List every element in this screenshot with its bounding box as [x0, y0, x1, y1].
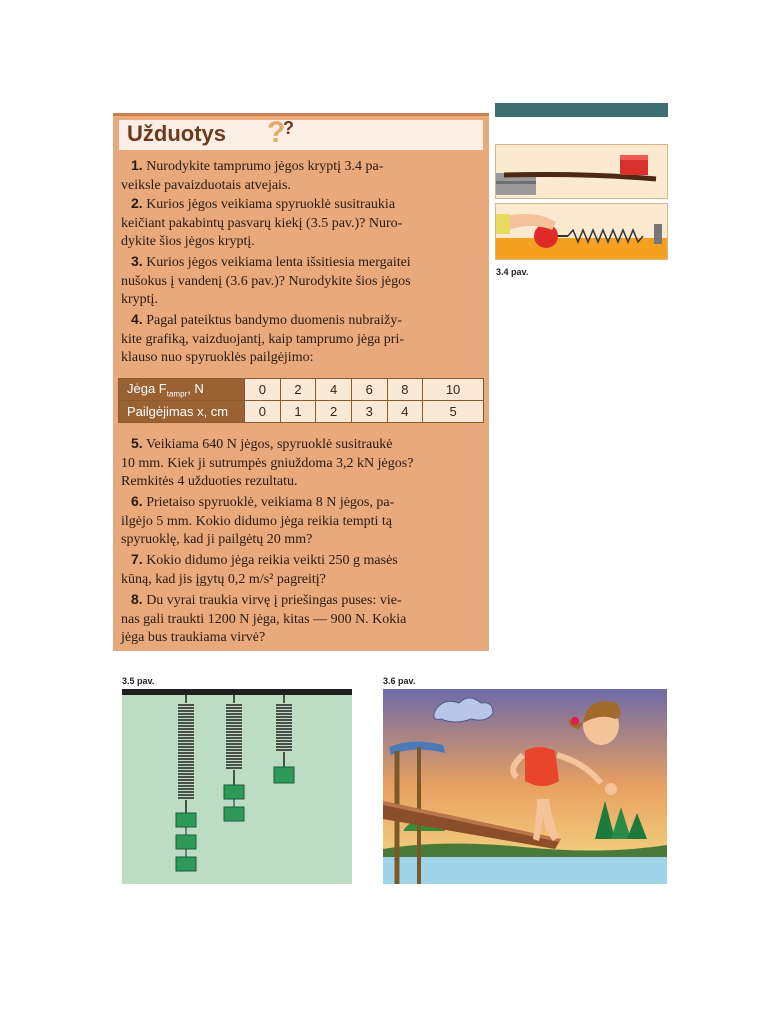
task-3 [121, 252, 483, 310]
task-text: nušokus į vandenį (3.6 pav.)? Nurodykite šios jėgos [121, 273, 411, 289]
force-unit: , N [187, 380, 204, 396]
data-table [118, 378, 484, 423]
task-text: 10 mm. Kiek ji sutrumpės gniuždoma 3,2 kN jėgos? [121, 455, 414, 471]
task-number: 5. [131, 435, 143, 451]
task-text: Pagal pateiktus bandymo duomenis nubraižy- [146, 313, 403, 328]
task-8 [121, 590, 483, 648]
task-number: 8. [131, 591, 143, 607]
task-7 [121, 550, 483, 589]
question-mark-icon: ? [267, 116, 286, 149]
table-cell: 4 [387, 401, 423, 423]
task-text: Remkitės 4 užduoties rezultatu. [121, 474, 298, 490]
tasks-title: Užduotys [127, 121, 226, 146]
table-cell: 5 [423, 401, 484, 423]
diving-board-girl-icon [383, 689, 667, 884]
springs-weights-icon [122, 689, 352, 884]
spring-hand-icon [496, 204, 667, 259]
table-cell: 6 [351, 379, 387, 401]
task-text: Kurios jėgos veikiama lenta išsitiesia mergaitei [146, 255, 411, 270]
tasks-title-bar [119, 116, 483, 150]
task-text: ilgėjo 5 mm. Kokio didumo jėga reikia tempti tą [121, 513, 393, 529]
figure-3-6-diving-illustration [383, 689, 667, 884]
task-text: kite grafiką, vaizduojantį, kaip tamprumo jėga pri- [121, 331, 405, 347]
board-block-icon [496, 145, 667, 198]
table-cell: 0 [245, 401, 281, 423]
header-strip [495, 103, 668, 117]
table-cell: 0 [245, 379, 281, 401]
task-number: 2. [131, 195, 143, 211]
figure-3-5-caption: 3.5 pav. [122, 676, 155, 686]
task-number: 6. [131, 493, 143, 509]
force-subscript: tampr [166, 389, 188, 399]
task-text: klauso nuo spyruoklės pailgėjimo: [121, 350, 314, 366]
task-4 [121, 310, 483, 368]
task-text: kryptį. [121, 292, 158, 308]
task-6 [121, 492, 483, 550]
task-text: keičiant pakabintų pasvarų kiekį (3.5 pav.)? Nuro- [121, 215, 403, 231]
figure-3-6-caption: 3.6 pav. [383, 676, 416, 686]
table-row [119, 401, 484, 423]
table-cell: 2 [316, 401, 352, 423]
task-text: dykite šios jėgos kryptį. [121, 234, 255, 250]
task-5 [121, 434, 483, 492]
task-text: Nurodykite tamprumo jėgos kryptį 3.4 pa- [146, 159, 384, 174]
table-cell: 8 [387, 379, 423, 401]
table-row [119, 379, 484, 401]
task-1 [121, 156, 483, 195]
task-text: jėga bus traukiama virvė? [121, 630, 266, 646]
tasks-panel [113, 113, 489, 651]
task-text: Veikiama 640 N jėgos, spyruoklė susitraukė [145, 437, 393, 452]
figure-3-5-springs-illustration [122, 689, 352, 884]
task-text: nas gali traukti 1200 N jėga, kitas — 900 N. Kokia [121, 611, 407, 627]
task-number: 3. [131, 253, 143, 269]
table-cell: 10 [423, 379, 484, 401]
task-text: veiksle pavaizduotais atvejais. [121, 177, 291, 193]
task-text: Kurios jėgos veikiama spyruoklė susitraukia [146, 197, 396, 212]
table-cell: 4 [316, 379, 352, 401]
task-number: 1. [131, 157, 143, 173]
task-2 [121, 194, 483, 252]
table-cell: 1 [280, 401, 316, 423]
table-row-label [119, 379, 245, 401]
task-number: 7. [131, 551, 143, 567]
question-mark-small-icon: ? [283, 118, 294, 138]
figure-3-4-spring-illustration [495, 203, 668, 260]
figure-3-4-caption: 3.4 pav. [496, 267, 529, 277]
task-text: Kokio didumo jėga reikia veikti 250 g masės [146, 553, 398, 568]
task-text: Du vyrai traukia virvę į priešingas puses: vie- [146, 593, 402, 608]
task-text: spyruoklę, kad ji pailgėtų 20 mm? [121, 532, 313, 548]
table-cell: 2 [280, 379, 316, 401]
table-cell: 3 [351, 401, 387, 423]
force-label: Jėga F [127, 380, 167, 396]
task-number: 4. [131, 311, 143, 327]
task-text: kūną, kad jis įgytų 0,2 m/s² pagreitį? [121, 571, 326, 587]
figure-3-4-board-illustration [495, 144, 668, 199]
task-text: Prietaiso spyruoklė, veikiama 8 N jėgos, pa- [146, 495, 395, 510]
table-row-label: Pailgėjimas x, cm [119, 401, 245, 423]
